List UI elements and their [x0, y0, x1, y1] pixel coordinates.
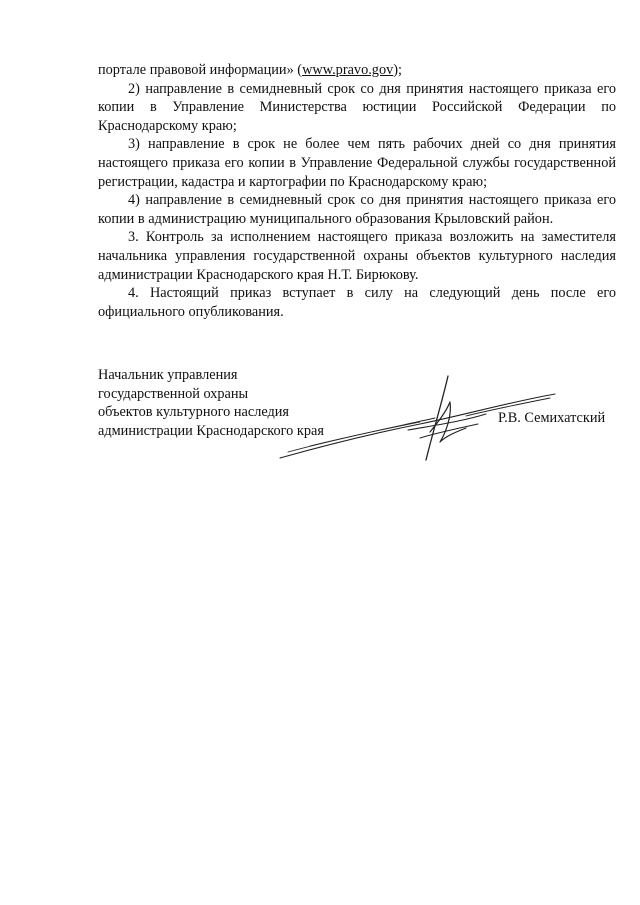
paragraph-portal-text: порталe правовой информации» ( [98, 62, 303, 78]
paragraph-item-2: 2) направление в семидневный срок со дня принятия настоящего приказа его копии в Управление Министерства юстиции Российской Федерации по Краснодарскому краю; [98, 80, 616, 134]
position-line-4: администрации Краснодарского края [98, 422, 324, 439]
paragraph-control: 3. Контроль за исполнением настоящего приказа возложить на заместителя начальника управления государственной охраны объектов культурного наследия администрации Краснодарского края Н.Т. Бирюкову. [98, 229, 616, 283]
position-line-1: Начальник управления [98, 367, 238, 383]
document-body [98, 61, 616, 321]
paragraph-effective-date: 4. Настоящий приказ вступает в силу на следующий день после его официального опубликования. [98, 285, 616, 320]
position-line-2: государственной охраны [98, 385, 249, 402]
paragraph-portal-text-end: ); [393, 62, 402, 78]
signer-name: Р.В. Семихатский [498, 410, 606, 426]
pravo-gov-link[interactable]: www.pravo.gov [302, 62, 394, 78]
paragraph-item-4: 4) направление в семидневный срок со дня принятия настоящего приказа его копии в администрацию муниципального образования Крыловский район. [98, 192, 616, 227]
position-line-3: объектов культурного наследия [98, 404, 289, 421]
paragraph-item-3: 3) направление в срок не более чем пять рабочих дней со дня принятия настоящего приказа его копии в Управление Федеральной службы государственной регистрации, кадастра и картографии по Краснодарскому краю; [98, 136, 616, 190]
paragraph-portal-reference [98, 61, 616, 80]
